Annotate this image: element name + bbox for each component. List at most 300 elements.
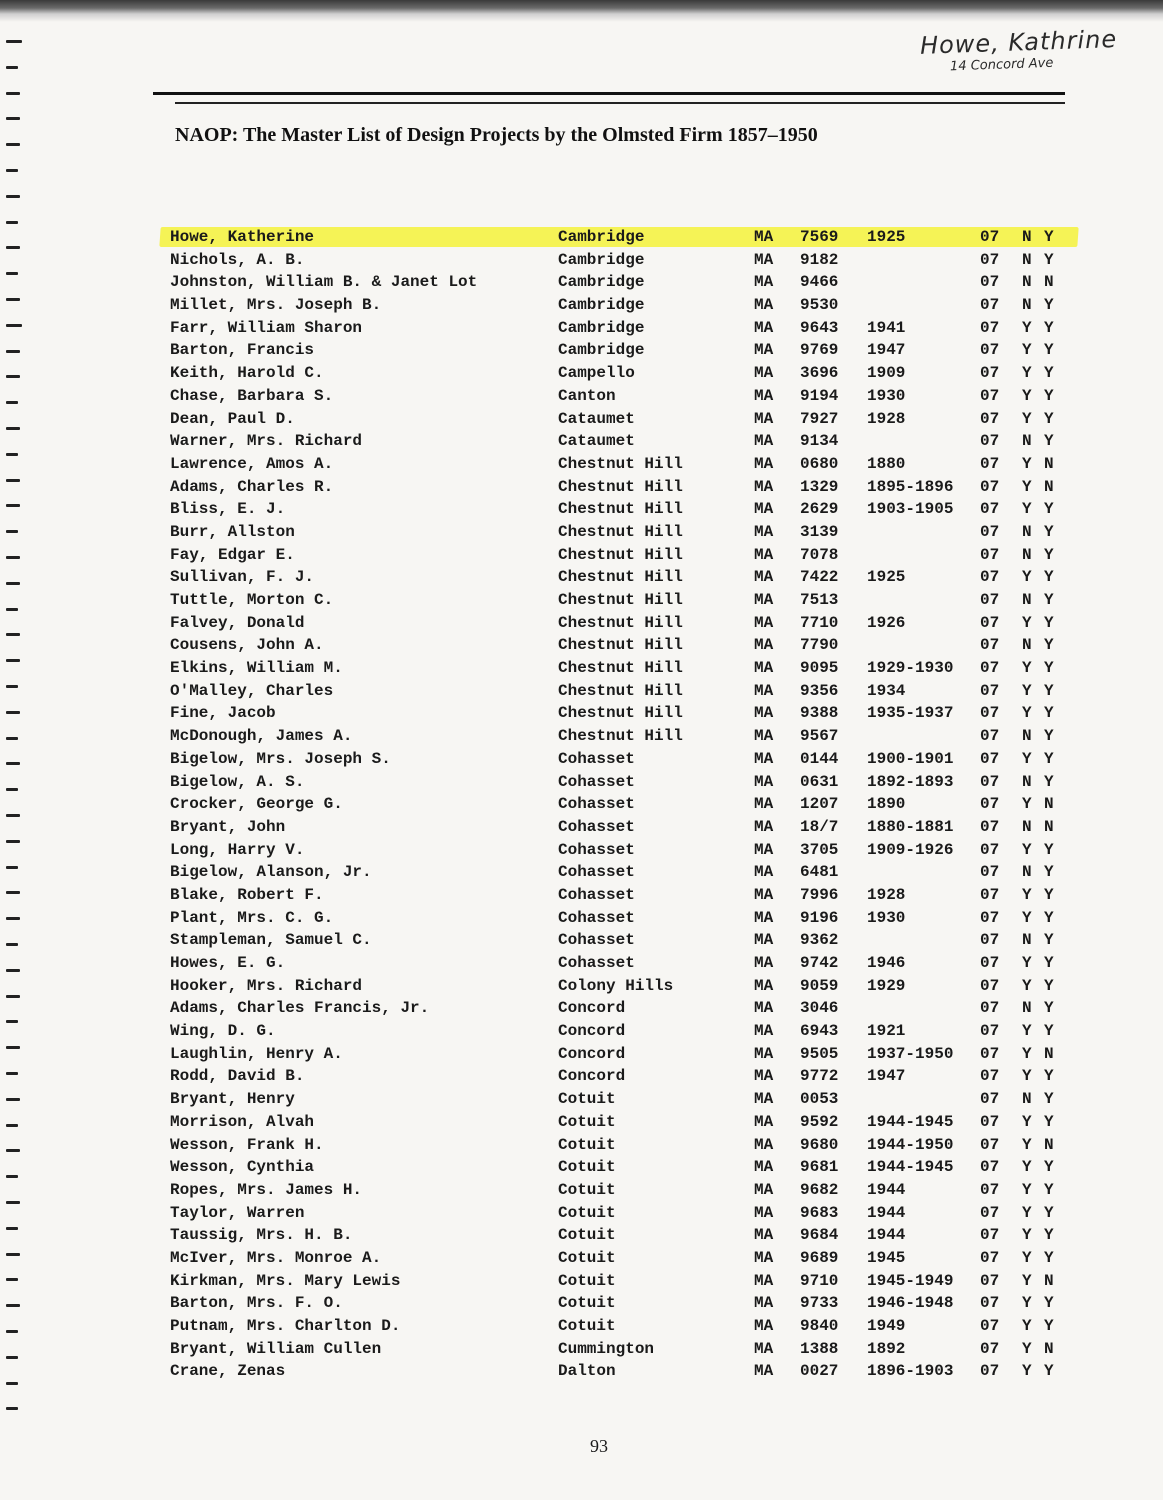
cell-city: Chestnut Hill <box>558 568 683 587</box>
annotation-name: Howe, Kathrine <box>919 24 1118 60</box>
cell-f2: Y <box>1044 1180 1054 1199</box>
cell-state: MA <box>754 500 774 519</box>
cell-code: 07 <box>980 409 1000 428</box>
cell-f1: Y <box>1022 795 1032 814</box>
cell-state: MA <box>754 976 774 995</box>
cell-f2: Y <box>1044 976 1054 995</box>
cell-years: 1909-1926 <box>867 840 954 859</box>
cell-state: MA <box>754 273 774 292</box>
cell-state: MA <box>754 840 774 859</box>
cell-f1: Y <box>1022 568 1032 587</box>
cell-f2: N <box>1044 817 1054 836</box>
cell-f1: Y <box>1022 613 1032 632</box>
cell-f2: Y <box>1044 772 1054 791</box>
margin-mark <box>6 969 20 972</box>
cell-name: Farr, William Sharon <box>170 318 363 337</box>
cell-f2: Y <box>1044 954 1054 972</box>
cell-name: Adams, Charles Francis, Jr. <box>170 999 430 1018</box>
cell-code: 07 <box>980 432 1000 451</box>
cell-job: 9196 <box>800 908 839 927</box>
cell-job: 0144 <box>800 749 839 768</box>
cell-f2: Y <box>1044 885 1054 904</box>
margin-mark <box>6 582 20 585</box>
cell-years: 1925 <box>867 228 906 246</box>
cell-f2: N <box>1044 795 1054 814</box>
list-row <box>170 861 1070 884</box>
cell-job: 9683 <box>800 1203 839 1222</box>
cell-code: 07 <box>980 636 1000 655</box>
cell-f1: N <box>1022 432 1032 451</box>
cell-f1: N <box>1022 522 1032 541</box>
cell-f1: N <box>1022 931 1032 950</box>
cell-state: MA <box>754 795 774 814</box>
list-row <box>170 1134 1070 1157</box>
cell-f1: Y <box>1022 1044 1032 1063</box>
margin-mark <box>6 762 20 765</box>
cell-name: Plant, Mrs. C. G. <box>170 908 334 927</box>
cell-f1: Y <box>1022 704 1032 723</box>
cell-name: O'Malley, Charles <box>170 681 334 700</box>
cell-years: 1945 <box>867 1248 906 1267</box>
cell-f2: N <box>1044 1135 1054 1154</box>
cell-job: 9530 <box>800 296 839 315</box>
list-row <box>170 589 1070 612</box>
cell-state: MA <box>754 432 774 451</box>
margin-mark <box>6 246 20 249</box>
cell-years: 1892-1893 <box>867 772 954 791</box>
cell-job: 9182 <box>800 250 839 269</box>
cell-state: MA <box>754 954 774 972</box>
cell-code: 07 <box>980 795 1000 814</box>
cell-job: 7927 <box>800 409 839 428</box>
cell-f2: Y <box>1044 704 1054 723</box>
margin-mark <box>6 143 20 146</box>
cell-name: Bryant, William Cullen <box>170 1339 382 1358</box>
list-row <box>170 657 1070 680</box>
cell-code: 07 <box>980 1180 1000 1199</box>
cell-state: MA <box>754 545 774 564</box>
cell-f1: Y <box>1022 1271 1032 1290</box>
margin-mark <box>6 1124 18 1127</box>
cell-city: Chestnut Hill <box>558 522 683 541</box>
cell-name: Laughlin, Henry A. <box>170 1044 343 1063</box>
list-row <box>170 975 1070 998</box>
cell-city: Cummington <box>558 1339 655 1358</box>
margin-mark <box>6 995 20 998</box>
cell-f2: Y <box>1044 591 1054 609</box>
cell-f1: Y <box>1022 1317 1032 1335</box>
list-row <box>170 1292 1070 1315</box>
cell-job: 0053 <box>800 1090 839 1109</box>
cell-city: Chestnut Hill <box>558 659 683 678</box>
cell-code: 07 <box>980 863 1000 882</box>
cell-code: 07 <box>980 613 1000 632</box>
cell-name: Taylor, Warren <box>170 1203 305 1222</box>
cell-f2: N <box>1044 454 1054 473</box>
cell-state: MA <box>754 341 774 360</box>
cell-years: 1928 <box>867 409 906 428</box>
cell-state: MA <box>754 1226 774 1245</box>
cell-f1: Y <box>1022 1203 1032 1222</box>
cell-f1: N <box>1022 727 1032 746</box>
cell-years: 1944 <box>867 1203 906 1222</box>
cell-f2: Y <box>1044 931 1054 950</box>
margin-mark <box>6 401 18 404</box>
margin-mark <box>6 711 20 714</box>
cell-f2: Y <box>1044 749 1054 768</box>
cell-state: MA <box>754 1294 774 1313</box>
list-row <box>170 1156 1070 1179</box>
cell-f1: Y <box>1022 954 1032 972</box>
list-row <box>170 430 1070 453</box>
cell-city: Cambridge <box>558 273 645 292</box>
cell-city: Chestnut Hill <box>558 454 683 473</box>
cell-f1: Y <box>1022 454 1032 473</box>
cell-name: Stampleman, Samuel C. <box>170 931 372 950</box>
margin-mark <box>6 92 20 95</box>
cell-state: MA <box>754 568 774 587</box>
cell-code: 07 <box>980 1271 1000 1290</box>
cell-code: 07 <box>980 1226 1000 1245</box>
cell-city: Cotuit <box>558 1203 616 1222</box>
cell-job: 0631 <box>800 772 839 791</box>
list-row <box>170 1065 1070 1088</box>
cell-years: 1944-1945 <box>867 1158 954 1177</box>
cell-name: Long, Harry V. <box>170 840 305 859</box>
list-row <box>170 362 1070 385</box>
cell-name: Johnston, William B. & Janet Lot <box>170 273 478 292</box>
list-row <box>170 1111 1070 1134</box>
cell-city: Cohasset <box>558 863 635 882</box>
cell-city: Cohasset <box>558 931 635 950</box>
cell-f2: Y <box>1044 1362 1054 1381</box>
cell-job: 7569 <box>800 228 839 246</box>
cell-years: 1947 <box>867 341 906 360</box>
margin-mark <box>6 375 20 378</box>
cell-state: MA <box>754 908 774 927</box>
cell-job: 7710 <box>800 613 839 632</box>
cell-job: 9362 <box>800 931 839 950</box>
cell-city: Chestnut Hill <box>558 591 683 609</box>
cell-code: 07 <box>980 386 1000 405</box>
cell-years: 1903-1905 <box>867 500 954 519</box>
cell-years: 1934 <box>867 681 906 700</box>
cell-city: Concord <box>558 1044 626 1063</box>
cell-f2: Y <box>1044 681 1054 700</box>
cell-city: Cohasset <box>558 817 635 836</box>
cell-years: 1930 <box>867 908 906 927</box>
list-row <box>170 476 1070 499</box>
cell-f2: Y <box>1044 908 1054 927</box>
cell-name: Putnam, Mrs. Charlton D. <box>170 1317 401 1335</box>
list-row <box>170 544 1070 567</box>
cell-code: 07 <box>980 999 1000 1018</box>
cell-years: 1880 <box>867 454 906 473</box>
list-row <box>170 1020 1070 1043</box>
margin-mark <box>6 788 18 791</box>
cell-code: 07 <box>980 931 1000 950</box>
margin-mark <box>6 633 20 636</box>
cell-city: Cohasset <box>558 908 635 927</box>
cell-job: 7422 <box>800 568 839 587</box>
cell-years: 1937-1950 <box>867 1044 954 1063</box>
cell-code: 07 <box>980 1294 1000 1313</box>
cell-name: Tuttle, Morton C. <box>170 591 334 609</box>
margin-mark <box>6 453 18 456</box>
cell-name: Bliss, E. J. <box>170 500 286 519</box>
cell-state: MA <box>754 1022 774 1041</box>
margin-mark <box>6 1382 18 1385</box>
cell-job: 9466 <box>800 273 839 292</box>
cell-job: 9684 <box>800 1226 839 1245</box>
cell-years: 1949 <box>867 1317 906 1335</box>
cell-state: MA <box>754 318 774 337</box>
cell-job: 7996 <box>800 885 839 904</box>
margin-mark <box>6 272 18 275</box>
cell-state: MA <box>754 1044 774 1063</box>
cell-f2: Y <box>1044 432 1054 451</box>
list-row <box>170 907 1070 930</box>
margin-mark <box>6 1149 20 1152</box>
cell-code: 07 <box>980 1044 1000 1063</box>
cell-f1: N <box>1022 591 1032 609</box>
cell-f2: Y <box>1044 1067 1054 1086</box>
margin-mark <box>6 891 20 894</box>
cell-f1: Y <box>1022 318 1032 337</box>
cell-state: MA <box>754 228 774 246</box>
margin-mark <box>6 917 20 920</box>
cell-f1: Y <box>1022 1022 1032 1041</box>
cell-name: Ropes, Mrs. James H. <box>170 1180 363 1199</box>
cell-name: Wesson, Frank H. <box>170 1135 324 1154</box>
cell-f1: Y <box>1022 1067 1032 1086</box>
cell-years: 1947 <box>867 1067 906 1086</box>
cell-code: 07 <box>980 1317 1000 1335</box>
cell-f2: N <box>1044 1044 1054 1063</box>
cell-f2: Y <box>1044 1203 1054 1222</box>
binder-margin-marks <box>0 40 40 1480</box>
cell-city: Cotuit <box>558 1317 616 1335</box>
cell-city: Concord <box>558 1067 626 1086</box>
cell-code: 07 <box>980 318 1000 337</box>
cell-code: 07 <box>980 1362 1000 1381</box>
cell-f1: Y <box>1022 409 1032 428</box>
cell-f2: N <box>1044 477 1054 496</box>
cell-code: 07 <box>980 1339 1000 1358</box>
list-row <box>170 453 1070 476</box>
cell-code: 07 <box>980 659 1000 678</box>
cell-name: Bryant, John <box>170 817 286 836</box>
cell-name: Bigelow, A. S. <box>170 772 305 791</box>
cell-f1: Y <box>1022 681 1032 700</box>
cell-job: 9742 <box>800 954 839 972</box>
cell-years: 1929 <box>867 976 906 995</box>
cell-state: MA <box>754 704 774 723</box>
margin-mark <box>6 737 18 740</box>
cell-city: Cambridge <box>558 341 645 360</box>
cell-code: 07 <box>980 681 1000 700</box>
cell-code: 07 <box>980 522 1000 541</box>
cell-years: 1944-1945 <box>867 1112 954 1131</box>
cell-city: Cambridge <box>558 228 645 246</box>
cell-f2: Y <box>1044 500 1054 519</box>
cell-name: Morrison, Alvah <box>170 1112 315 1131</box>
cell-years: 1930 <box>867 386 906 405</box>
cell-city: Chestnut Hill <box>558 636 683 655</box>
cell-name: Kirkman, Mrs. Mary Lewis <box>170 1271 401 1290</box>
header-rule-bottom <box>175 102 1065 104</box>
margin-mark <box>6 324 22 327</box>
cell-f1: Y <box>1022 1135 1032 1154</box>
cell-state: MA <box>754 999 774 1018</box>
cell-code: 07 <box>980 908 1000 927</box>
cell-city: Chestnut Hill <box>558 500 683 519</box>
cell-state: MA <box>754 591 774 609</box>
cell-f1: N <box>1022 228 1032 246</box>
cell-job: 6481 <box>800 863 839 882</box>
cell-name: Bryant, Henry <box>170 1090 295 1109</box>
cell-f2: Y <box>1044 1317 1054 1335</box>
cell-job: 3046 <box>800 999 839 1018</box>
cell-code: 07 <box>980 296 1000 315</box>
cell-years: 1944 <box>867 1180 906 1199</box>
cell-city: Cotuit <box>558 1158 616 1177</box>
cell-name: Wing, D. G. <box>170 1022 276 1041</box>
cell-name: Fay, Edgar E. <box>170 545 295 564</box>
cell-code: 07 <box>980 1112 1000 1131</box>
margin-mark <box>6 840 20 843</box>
cell-years: 1946 <box>867 954 906 972</box>
cell-f1: Y <box>1022 341 1032 360</box>
cell-f2: Y <box>1044 636 1054 655</box>
cell-city: Cohasset <box>558 954 635 972</box>
cell-city: Cotuit <box>558 1294 616 1313</box>
cell-name: Elkins, William M. <box>170 659 343 678</box>
cell-years: 1900-1901 <box>867 749 954 768</box>
cell-city: Concord <box>558 999 626 1018</box>
cell-f2: Y <box>1044 1112 1054 1131</box>
cell-code: 07 <box>980 976 1000 995</box>
cell-state: MA <box>754 522 774 541</box>
list-row <box>170 793 1070 816</box>
cell-code: 07 <box>980 772 1000 791</box>
list-row <box>170 816 1070 839</box>
cell-code: 07 <box>980 1090 1000 1109</box>
cell-code: 07 <box>980 1022 1000 1041</box>
cell-f1: Y <box>1022 1248 1032 1267</box>
cell-f1: Y <box>1022 1158 1032 1177</box>
cell-state: MA <box>754 364 774 383</box>
cell-code: 07 <box>980 545 1000 564</box>
list-row <box>170 1179 1070 1202</box>
cell-state: MA <box>754 749 774 768</box>
cell-city: Cohasset <box>558 885 635 904</box>
cell-job: 3139 <box>800 522 839 541</box>
handwritten-annotation <box>919 24 1140 75</box>
cell-years: 1880-1881 <box>867 817 954 836</box>
cell-f2: Y <box>1044 1090 1054 1109</box>
cell-name: Bigelow, Mrs. Joseph S. <box>170 749 391 768</box>
cell-years: 1941 <box>867 318 906 337</box>
cell-name: Falvey, Donald <box>170 613 305 632</box>
cell-code: 07 <box>980 817 1000 836</box>
cell-f1: Y <box>1022 1112 1032 1131</box>
cell-years: 1892 <box>867 1339 906 1358</box>
cell-code: 07 <box>980 341 1000 360</box>
margin-mark <box>6 1072 18 1075</box>
list-row <box>170 294 1070 317</box>
margin-mark <box>6 504 20 507</box>
margin-mark <box>6 298 20 301</box>
cell-city: Chestnut Hill <box>558 477 683 496</box>
cell-f2: Y <box>1044 863 1054 882</box>
cell-job: 9772 <box>800 1067 839 1086</box>
cell-job: 7078 <box>800 545 839 564</box>
cell-city: Chestnut Hill <box>558 681 683 700</box>
cell-city: Cotuit <box>558 1271 616 1290</box>
cell-years: 1926 <box>867 613 906 632</box>
cell-f2: Y <box>1044 318 1054 337</box>
list-row <box>170 317 1070 340</box>
cell-job: 9680 <box>800 1135 839 1154</box>
cell-job: 9682 <box>800 1180 839 1199</box>
cell-job: 3696 <box>800 364 839 383</box>
cell-f2: Y <box>1044 386 1054 405</box>
cell-job: 1329 <box>800 477 839 496</box>
cell-job: 9689 <box>800 1248 839 1267</box>
margin-mark <box>6 1407 18 1410</box>
cell-code: 07 <box>980 477 1000 496</box>
cell-state: MA <box>754 613 774 632</box>
cell-city: Cotuit <box>558 1112 616 1131</box>
cell-state: MA <box>754 409 774 428</box>
cell-state: MA <box>754 454 774 473</box>
cell-job: 9643 <box>800 318 839 337</box>
cell-f1: Y <box>1022 477 1032 496</box>
cell-years: 1909 <box>867 364 906 383</box>
cell-f2: Y <box>1044 659 1054 678</box>
cell-f1: Y <box>1022 1339 1032 1358</box>
list-row <box>170 725 1070 748</box>
cell-f2: Y <box>1044 568 1054 587</box>
list-row <box>170 385 1070 408</box>
cell-state: MA <box>754 659 774 678</box>
list-row <box>170 1088 1070 1111</box>
cell-name: Sullivan, F. J. <box>170 568 315 587</box>
list-row <box>170 339 1070 362</box>
list-row <box>170 748 1070 771</box>
cell-f1: Y <box>1022 840 1032 859</box>
cell-f1: Y <box>1022 659 1032 678</box>
header-rule-top <box>153 92 1065 95</box>
cell-name: Rodd, David B. <box>170 1067 305 1086</box>
cell-f1: Y <box>1022 1226 1032 1245</box>
list-row <box>170 680 1070 703</box>
list-row <box>170 1338 1070 1361</box>
cell-job: 9505 <box>800 1044 839 1063</box>
cell-f1: Y <box>1022 1294 1032 1313</box>
list-row <box>170 1202 1070 1225</box>
cell-f1: N <box>1022 863 1032 882</box>
cell-state: MA <box>754 1271 774 1290</box>
cell-code: 07 <box>980 454 1000 473</box>
cell-state: MA <box>754 1180 774 1199</box>
cell-f2: Y <box>1044 1294 1054 1313</box>
cell-city: Dalton <box>558 1362 616 1381</box>
cell-job: 7513 <box>800 591 839 609</box>
cell-state: MA <box>754 1362 774 1381</box>
cell-code: 07 <box>980 250 1000 269</box>
